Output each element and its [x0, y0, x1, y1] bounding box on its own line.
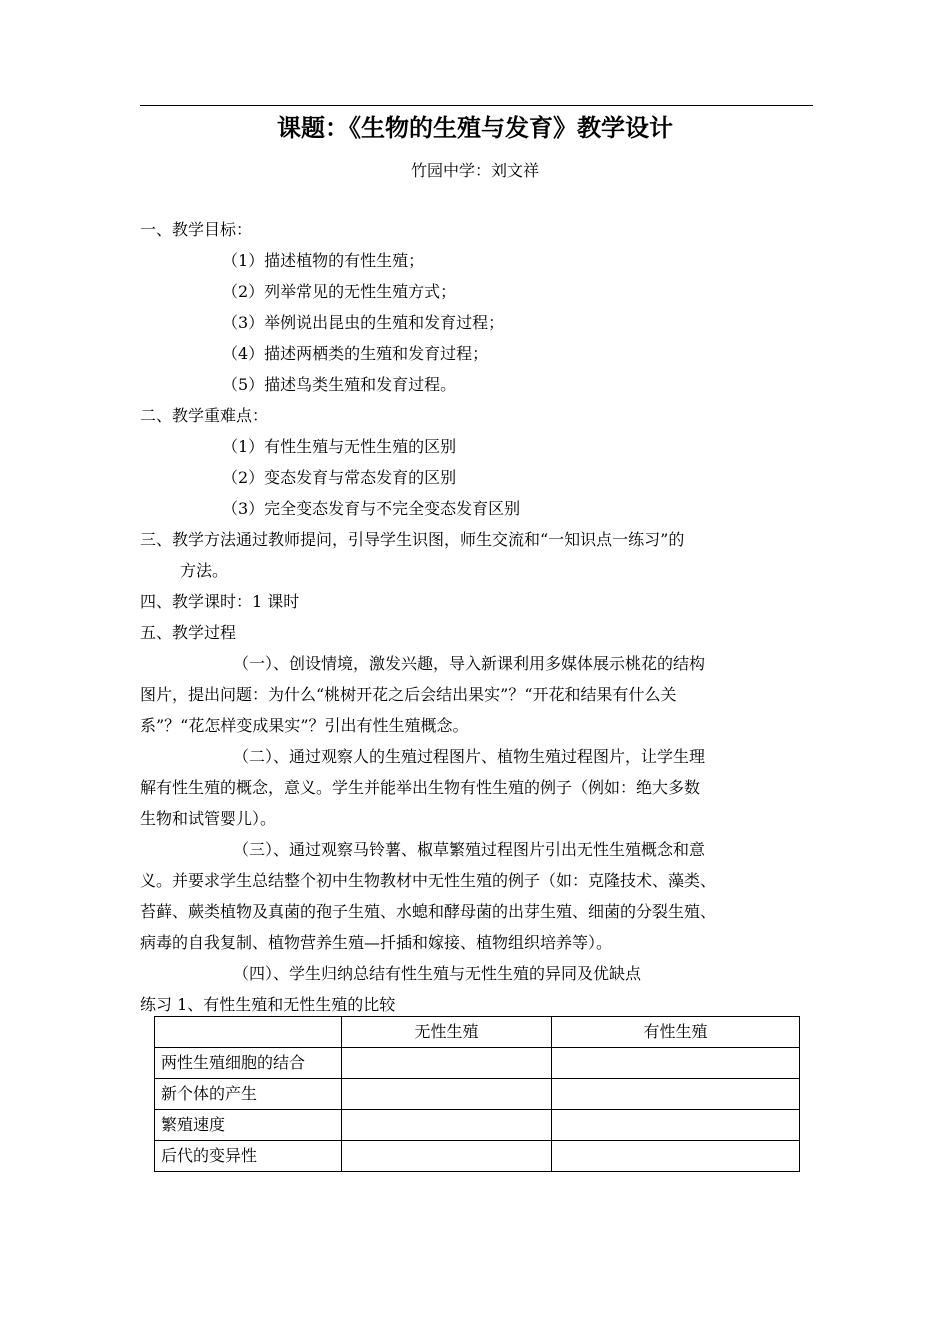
header-rule — [140, 105, 813, 106]
table-cell — [342, 1079, 552, 1110]
header-cell — [155, 1017, 342, 1048]
table-cell — [342, 1048, 552, 1079]
method-line: 方法。 — [180, 561, 229, 580]
process-heading: 五、教学过程 — [140, 623, 237, 642]
process-paragraph-1: （一）、创设情境，激发兴趣，导入新课利用多媒体展示桃花的结构 — [233, 654, 706, 673]
process-paragraph-2: 解有性生殖的概念，意义。学生并能举出生物有性生殖的例子（例如：绝大多数 — [140, 778, 701, 797]
table-row — [155, 1048, 800, 1079]
hours-line: 四、教学课时：1 课时 — [140, 592, 300, 611]
row-label: 新个体的产生 — [155, 1079, 342, 1110]
goals-heading: 一、教学目标： — [140, 220, 253, 239]
process-paragraph-3: 苔藓、蕨类植物及真菌的孢子生殖、水螅和酵母菌的出芽生殖、细菌的分裂生殖、 — [140, 902, 717, 921]
key-points-heading: 二、教学重难点： — [140, 406, 269, 425]
key-point-item: （3）完全变态发育与不完全变态发育区别 — [222, 499, 521, 518]
process-paragraph-3: 义。并要求学生总结整个初中生物教材中无性生殖的例子（如：克隆技术、藻类、 — [140, 871, 717, 890]
table-row — [155, 1141, 800, 1172]
comparison-table — [154, 1016, 800, 1172]
process-paragraph-1: 图片，提出问题：为什么“桃树开花之后会结出果实”？“开花和结果有什么关 — [140, 685, 677, 704]
process-paragraph-2: （二）、通过观察人的生殖过程图片、植物生殖过程图片，让学生理 — [233, 747, 706, 766]
goal-item: （2）列举常见的无性生殖方式； — [222, 282, 457, 301]
table-cell — [552, 1141, 800, 1172]
process-paragraph-3: 病毒的自我复制、植物营养生殖—扦插和嫁接、植物组织培养等）。 — [140, 933, 613, 952]
row-label: 两性生殖细胞的结合 — [155, 1048, 342, 1079]
table-cell — [552, 1110, 800, 1141]
table-row — [155, 1110, 800, 1141]
table-cell — [342, 1141, 552, 1172]
key-point-item: （2）变态发育与常态发育的区别 — [222, 468, 457, 487]
header-cell: 无性生殖 — [342, 1017, 552, 1048]
table-header-row — [155, 1017, 800, 1048]
method-line: 三、教学方法通过教师提问，引导学生识图，师生交流和“一知识点一练习”的 — [140, 530, 685, 549]
key-point-item: （1）有性生殖与无性生殖的区别 — [222, 437, 457, 456]
goal-item: （5）描述鸟类生殖和发育过程。 — [222, 375, 457, 394]
process-paragraph-2: 生物和试管婴儿）。 — [140, 809, 277, 828]
table-cell — [342, 1110, 552, 1141]
goal-item: （4）描述两栖类的生殖和发育过程； — [222, 344, 489, 363]
process-paragraph-1: 系”？“花怎样变成果实”？引出有性生殖概念。 — [140, 716, 469, 735]
author-line: 竹园中学：刘文祥 — [410, 161, 539, 180]
row-label: 繁殖速度 — [155, 1110, 342, 1141]
header-cell: 有性生殖 — [552, 1017, 800, 1048]
table-cell — [552, 1048, 800, 1079]
goal-item: （1）描述植物的有性生殖； — [222, 251, 425, 270]
exercise-title: 练习 1、有性生殖和无性生殖的比较 — [140, 995, 396, 1014]
table-row — [155, 1079, 800, 1110]
process-paragraph-3: （三）、通过观察马铃薯、椒草繁殖过程图片引出无性生殖概念和意 — [233, 840, 706, 859]
table-cell — [552, 1079, 800, 1110]
row-label: 后代的变异性 — [155, 1141, 342, 1172]
goal-item: （3）举例说出昆虫的生殖和发育过程； — [222, 313, 505, 332]
page-title: 课题：《生物的生殖与发育》教学设计 — [277, 114, 673, 142]
process-paragraph-4: （四）、学生归纳总结有性生殖与无性生殖的异同及优缺点 — [233, 964, 642, 983]
